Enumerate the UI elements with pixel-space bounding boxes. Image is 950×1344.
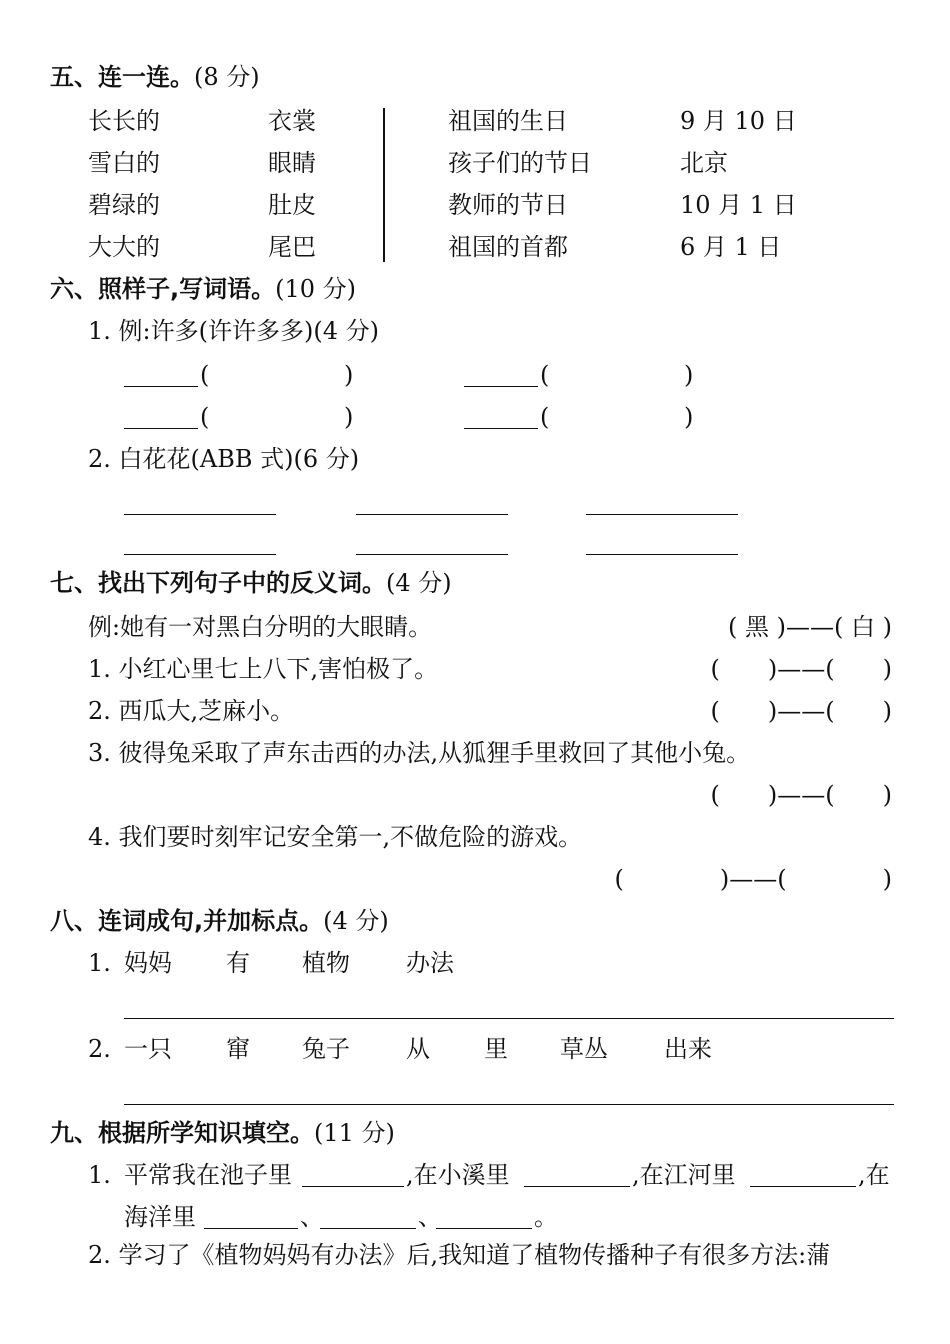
paren-close: ) <box>344 361 354 389</box>
word-chip: 有 <box>226 949 250 977</box>
answer-blank[interactable] <box>124 386 198 387</box>
s9-q1-text: ,在江河里 <box>632 1161 736 1189</box>
section-6-heading <box>50 274 356 304</box>
match-left-b-2[interactable]: 眼睛 <box>268 149 316 177</box>
paren-open: ( <box>200 361 210 389</box>
s7-q1-answer[interactable]: ( )——( ) <box>710 655 892 683</box>
word-chip: 里 <box>484 1035 508 1063</box>
separator: 、 <box>300 1203 324 1231</box>
match-right-b-1[interactable]: 9 月 10 日 <box>680 107 797 135</box>
s9-q1-text: ,在小溪里 <box>406 1161 510 1189</box>
word-chip: 窜 <box>226 1035 250 1063</box>
match-right-a-1[interactable]: 祖国的生日 <box>448 107 568 135</box>
word-chip: 植物 <box>302 949 350 977</box>
s7-q3: 3. 彼得兔采取了声东击西的办法,从狐狸手里救回了其他小兔。 <box>88 739 751 767</box>
section-title: 六、照样子,写词语。 <box>50 275 276 303</box>
separator: 、 <box>418 1203 442 1231</box>
section-title: 八、连词成句,并加标点。 <box>50 907 324 935</box>
match-right-a-4[interactable]: 祖国的首都 <box>448 233 568 261</box>
word-chip: 出来 <box>664 1035 712 1063</box>
section-score: (11 分) <box>314 1119 395 1147</box>
word-chip: 妈妈 <box>124 949 172 977</box>
s6-q1-prompt: 1. 例:许多(许许多多)(4 分) <box>88 317 379 345</box>
s7-example: 例:她有一对黑白分明的大眼睛。 <box>88 613 433 641</box>
match-right-b-2[interactable]: 北京 <box>680 149 728 177</box>
s9-q2: 2. 学习了《植物妈妈有办法》后,我知道了植物传播种子有很多方法:蒲 <box>88 1241 831 1269</box>
match-right-b-3[interactable]: 10 月 1 日 <box>680 191 797 219</box>
s8-q1-number: 1. <box>88 949 111 977</box>
word-chip: 兔子 <box>302 1035 350 1063</box>
s9-q1-text: 平常我在池子里 <box>124 1161 292 1189</box>
s7-q3-answer[interactable]: ( )——( ) <box>710 781 892 809</box>
answer-line[interactable] <box>586 514 738 515</box>
match-left-b-4[interactable]: 尾巴 <box>268 233 316 261</box>
s7-example-answer: ( 黑 )——( 白 ) <box>728 613 892 641</box>
answer-blank[interactable] <box>204 1228 298 1229</box>
answer-blank[interactable] <box>524 1186 630 1187</box>
s7-q1: 1. 小红心里七上八下,害怕极了。 <box>88 655 439 683</box>
s7-q4: 4. 我们要时刻牢记安全第一,不做危险的游戏。 <box>88 823 583 851</box>
match-left-a-3[interactable]: 碧绿的 <box>88 191 160 219</box>
paren-close: ) <box>344 403 354 431</box>
match-left-a-2[interactable]: 雪白的 <box>88 149 160 177</box>
section-title: 七、找出下列句子中的反义词。 <box>50 569 386 597</box>
section-score: (10 分) <box>275 275 357 303</box>
s8-q2-number: 2. <box>88 1035 111 1063</box>
paren-close: ) <box>684 403 694 431</box>
answer-line[interactable] <box>124 554 276 555</box>
s7-q2: 2. 西瓜大,芝麻小。 <box>88 697 295 725</box>
match-left-b-3[interactable]: 肚皮 <box>268 191 316 219</box>
answer-blank[interactable] <box>436 1228 532 1229</box>
section-score: (4 分) <box>323 907 389 935</box>
section-score: (8 分) <box>194 63 260 91</box>
section-9-heading <box>50 1118 395 1148</box>
match-right-b-4[interactable]: 6 月 1 日 <box>680 233 782 261</box>
match-left-a-4[interactable]: 大大的 <box>88 233 160 261</box>
match-right-a-2[interactable]: 孩子们的节日 <box>448 149 592 177</box>
word-chip: 一只 <box>124 1035 172 1063</box>
paren-open: ( <box>200 403 210 431</box>
answer-blank[interactable] <box>464 428 538 429</box>
paren-close: ) <box>684 361 694 389</box>
s7-q2-answer[interactable]: ( )——( ) <box>710 697 892 725</box>
answer-blank[interactable] <box>750 1186 856 1187</box>
answer-line[interactable] <box>124 1018 894 1019</box>
section-score: (4 分) <box>386 569 452 597</box>
word-chip: 从 <box>406 1035 430 1063</box>
answer-line[interactable] <box>356 514 508 515</box>
answer-blank[interactable] <box>124 428 198 429</box>
s9-q1-text: 海洋里 <box>124 1203 196 1231</box>
answer-line[interactable] <box>124 1104 894 1105</box>
s7-q4-answer[interactable]: ( )——( ) <box>614 865 892 893</box>
word-chip: 草丛 <box>560 1035 608 1063</box>
match-left-a-1[interactable]: 长长的 <box>88 107 160 135</box>
answer-line[interactable] <box>356 554 508 555</box>
word-chip: 办法 <box>406 949 454 977</box>
answer-blank[interactable] <box>302 1186 404 1187</box>
section-7-heading <box>50 568 452 598</box>
s9-q1-text: ,在 <box>858 1161 890 1189</box>
s9-q1-number: 1. <box>88 1161 111 1189</box>
answer-line[interactable] <box>586 554 738 555</box>
match-left-b-1[interactable]: 衣裳 <box>268 107 316 135</box>
section-8-heading <box>50 906 389 936</box>
paren-open: ( <box>540 403 550 431</box>
section-title: 九、根据所学知识填空。 <box>50 1119 314 1147</box>
answer-line[interactable] <box>124 514 276 515</box>
sentence-end: 。 <box>534 1203 558 1231</box>
s6-q2-prompt: 2. 白花花(ABB 式)(6 分) <box>88 445 360 473</box>
match-right-a-3[interactable]: 教师的节日 <box>448 191 568 219</box>
paren-open: ( <box>540 361 550 389</box>
answer-blank[interactable] <box>320 1228 416 1229</box>
section-title: 五、连一连。 <box>50 63 194 91</box>
answer-blank[interactable] <box>464 386 538 387</box>
column-divider <box>383 108 385 262</box>
section-5-heading <box>50 62 260 92</box>
